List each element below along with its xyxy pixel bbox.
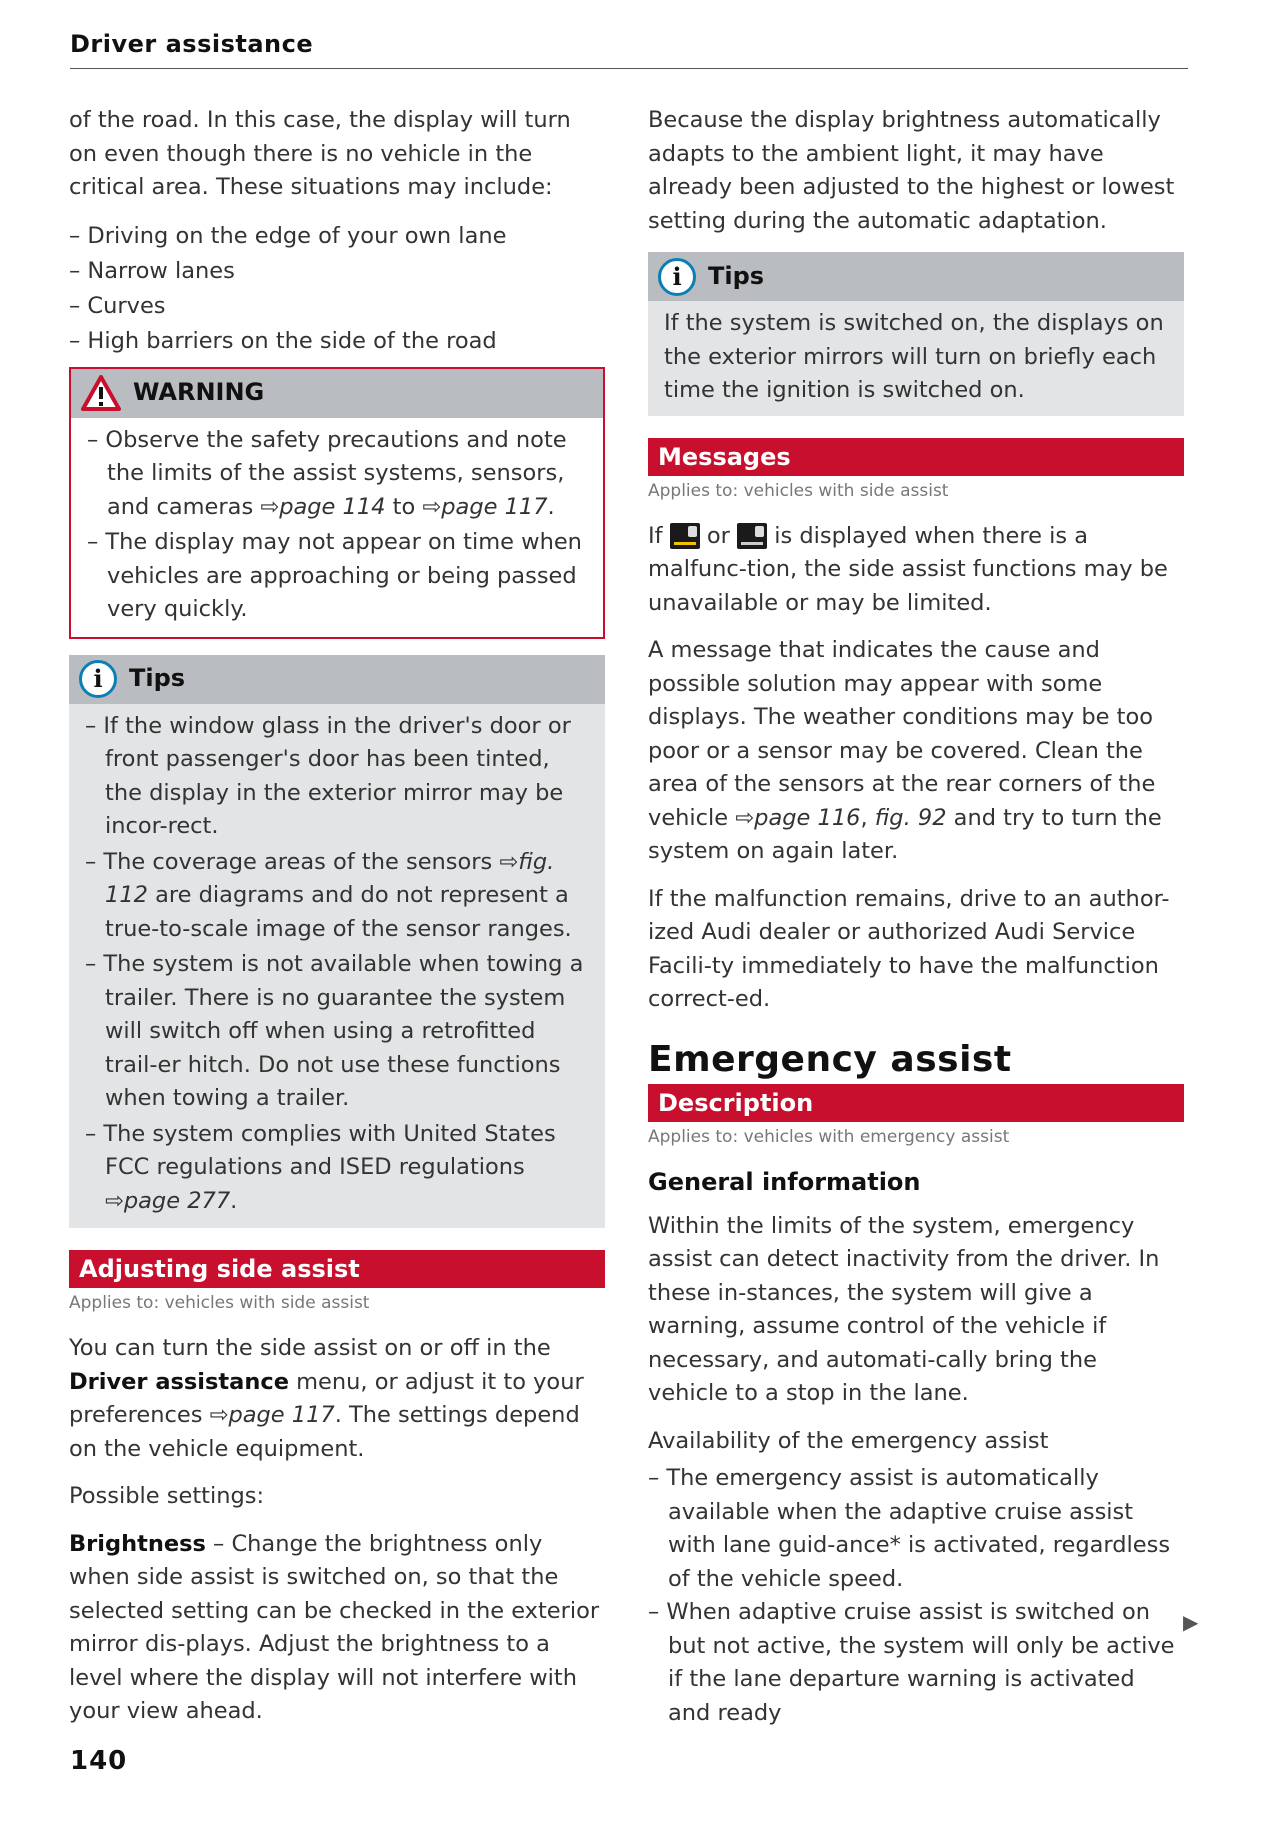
- figure-reference[interactable]: fig. 112: [105, 848, 555, 908]
- paragraph-text: and try to turn the system on again later.: [648, 804, 1162, 864]
- applies-to: Applies to: vehicles with emergency assist: [648, 1127, 1010, 1147]
- brightness-paragraph: [69, 1528, 605, 1729]
- arrow-icon: ⇨: [209, 1402, 229, 1428]
- emergency-paragraph: Within the limits of the system, emergency assist can detect inactivity from the driver. In these in-stances, the system will give a warning, assume control of the vehicle if necessary, and automati-cally bring the vehicle to a stop in the lane.: [648, 1212, 1160, 1406]
- list-item: – When adaptive cruise assist is switched on but not active, the system will only be active if the lane departure warning is activated and ready: [648, 1599, 1175, 1726]
- arrow-icon: ⇨: [260, 493, 280, 520]
- tips-title: Tips: [129, 664, 186, 693]
- warning-triangle-icon: [81, 375, 121, 411]
- tip-text: are diagrams and do not represent a true-to-scale image of the sensor ranges.: [105, 882, 572, 942]
- situations-list: [69, 219, 605, 359]
- setting-name: Brightness: [69, 1530, 206, 1557]
- settings-label: Possible settings:: [69, 1483, 265, 1509]
- tips-body: [648, 301, 1184, 416]
- header-title: Driver assistance: [70, 30, 314, 58]
- warning-box: [69, 367, 605, 639]
- menu-name: Driver assistance: [69, 1368, 289, 1395]
- tip-item: [85, 846, 591, 947]
- side-assist-icon: [670, 523, 700, 549]
- figure-reference[interactable]: fig. 92: [874, 804, 947, 831]
- tip-item: – If the window glass in the driver's door or front passenger's door has been tinted, the display in the exterior mirror may be incor-rect.: [85, 712, 571, 839]
- tips-title: Tips: [708, 261, 765, 290]
- arrow-icon: ⇨: [422, 493, 442, 520]
- left-column: [69, 104, 605, 1743]
- section-heading-messages: Messages: [648, 438, 1184, 476]
- applies-to: Applies to: vehicles with side assist: [69, 1293, 370, 1313]
- right-column: [648, 104, 1184, 1730]
- paragraph-text: is displayed when there is a malfunc-tion, the side assist functions may be unavailable or may be limited.: [648, 522, 1168, 616]
- tips-box-right: [648, 252, 1184, 416]
- paragraph-text: A message that indicates the cause and possible solution may appear with some displays. The weather conditions may be too poor or a sensor may be covered. Clean the area of the sensors at the rear corners of the vehicle: [648, 637, 1156, 831]
- paragraph-text: menu, or adjust it to your preferences: [69, 1368, 584, 1428]
- warning-text: .: [547, 493, 555, 520]
- tip-text: – The system complies with United States FCC regulations and ISED regulations: [85, 1120, 556, 1180]
- tip-text: – The coverage areas of the sensors: [85, 848, 500, 875]
- brightness-note: Because the display brightness automatically adapts to the ambient light, it may have already been adjusted to the highest or lowest setting during the automatic adaptation.: [648, 107, 1175, 234]
- tips-header: [648, 252, 1184, 301]
- subheading: General information: [648, 1168, 921, 1196]
- intro-paragraph: of the road. In this case, the display will turn on even though there is no vehicle in the critical area. These situations may include:: [69, 107, 571, 200]
- tips-header: [69, 655, 605, 704]
- paragraph-text: You can turn the side assist on or off in the: [69, 1335, 551, 1361]
- page-reference[interactable]: page 114: [279, 493, 386, 520]
- list-item: – High barriers on the side of the road: [69, 327, 497, 354]
- side-assist-icon: [737, 523, 767, 549]
- page-number: 140: [70, 1746, 128, 1776]
- paragraph-text: ,: [860, 804, 875, 831]
- tips-box: [69, 655, 605, 1229]
- tip-text: .: [230, 1187, 238, 1214]
- paragraph-text: or: [699, 522, 738, 549]
- messages-paragraph: [648, 634, 1184, 869]
- page-reference[interactable]: page 117: [228, 1402, 335, 1428]
- paragraph-text: . The settings depend on the vehicle equipment.: [69, 1402, 580, 1462]
- list-item: – The emergency assist is automatically available when the adaptive cruise assist with lane guid-ance* is activated, regardless of the vehicle speed.: [648, 1465, 1171, 1592]
- paragraph-text: – Change the brightness only when side assist is switched on, so that the selected setting can be checked in the exterior mirror dis-plays. Adjust the brightness to a level where the display will not interfere with your view ahead.: [69, 1530, 600, 1724]
- warning-header: [71, 369, 603, 418]
- tip-text: If the system is switched on, the displays on the exterior mirrors will turn on briefly each time the ignition is switched on.: [664, 310, 1164, 403]
- messages-paragraph: [648, 520, 1184, 621]
- arrow-icon: ⇨: [105, 1187, 124, 1214]
- warning-item: – The display may not appear on time when vehicles are approaching or being passed very quickly.: [87, 529, 582, 622]
- info-icon: i: [658, 258, 696, 296]
- list-item: – Driving on the edge of your own lane: [69, 222, 507, 249]
- page-reference[interactable]: page 117: [441, 493, 548, 520]
- list-item: – Curves: [69, 292, 166, 319]
- paragraph-text: If: [648, 522, 670, 549]
- adjust-paragraph: [69, 1332, 605, 1466]
- chapter-title: Emergency assist: [648, 1038, 1012, 1080]
- warning-text: – Observe the safety precautions and note the limits of the assist systems, sensors, and cameras: [87, 426, 567, 520]
- arrow-icon: ⇨: [499, 848, 519, 875]
- section-heading-description: Description: [648, 1084, 1184, 1122]
- page-header: [70, 30, 1188, 69]
- info-icon: i: [79, 660, 117, 698]
- availability-label: Availability of the emergency assist: [648, 1427, 1049, 1454]
- applies-to: Applies to: vehicles with side assist: [648, 480, 949, 501]
- tips-body: [69, 704, 605, 1229]
- warning-title: WARNING: [133, 378, 265, 407]
- list-item: – Narrow lanes: [69, 257, 235, 284]
- warning-body: [71, 418, 603, 637]
- arrow-icon: ⇨: [735, 804, 755, 831]
- continue-arrow-icon: ▶: [1183, 1610, 1199, 1634]
- warning-item: [87, 424, 589, 525]
- page-reference[interactable]: page 116: [754, 804, 861, 831]
- section-heading-adjusting: Adjusting side assist: [69, 1250, 605, 1288]
- page-reference[interactable]: page 277: [123, 1187, 231, 1214]
- tip-item: – The system is not available when towing a trailer. There is no guarantee the system will switch off when using a retrofitted trail-er hitch. Do not use these functions when towing a trailer.: [85, 951, 584, 1111]
- warning-text: to: [385, 493, 423, 520]
- tip-item: [85, 1118, 591, 1219]
- messages-paragraph: If the malfunction remains, drive to an author-ized Audi dealer or authorized Audi Service Facili-ty immediately to have the malfunction correct-ed.: [648, 885, 1170, 1012]
